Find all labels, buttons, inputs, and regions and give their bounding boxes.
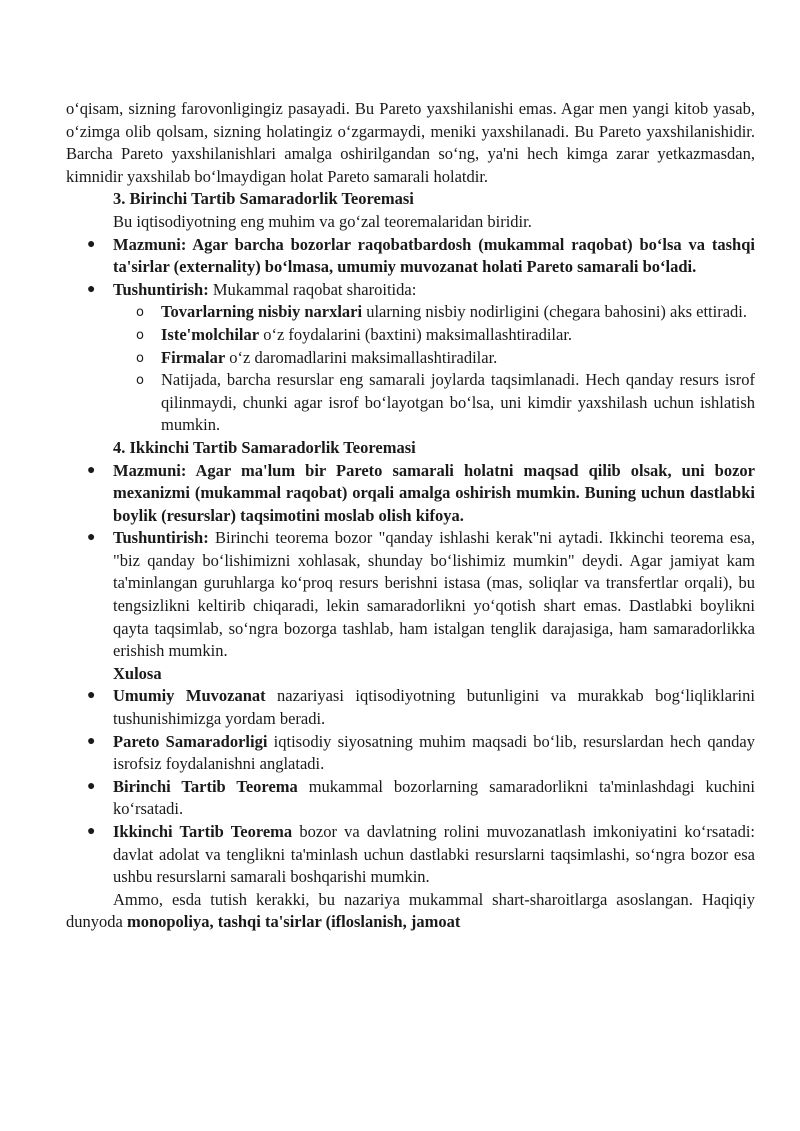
list-item [66, 234, 755, 279]
section-3-tushuntirish-text: Mukammal raqobat sharoitida: [208, 279, 417, 299]
list-item [66, 776, 755, 821]
bullet-icon: ● [87, 778, 96, 794]
intro-paragraph: o‘qisam, sizning farovonligingiz pasayadi. Bu Pareto yaxshilanishi emas. Agar men yangi kitob yasab, o‘zimga olib qolsam, sizning holatingiz o‘zgarmaydi, meniki yaxshilanadi. Bu Pareto yaxshilanishidir. Barcha Pareto yaxshilanishlari amalga oshirilgandan so‘ng, ya'ni hech kimga zarar yetkazmasdan, kimnidir yaxshilab bo‘lmaydigan holat Pareto samarali holatdir. [66, 99, 755, 186]
bullet-icon: ● [87, 236, 96, 252]
section-4-list [66, 460, 755, 663]
document-page [66, 98, 755, 934]
section-3-mazmuni: Mazmuni: Agar barcha bozorlar raqobatbardosh (mukammal raqobat) bo‘lsa va tashqi ta'sirlar (externality) bo‘lmasa, umumiy muvozanat holati Pareto samarali bo‘ladi. [113, 234, 755, 277]
sub-list-item [113, 301, 755, 324]
section-4-tushuntirish-label: Tushuntirish: [113, 528, 209, 548]
xulosa-item-bold: Ikkinchi Tartib Teorema [113, 822, 293, 841]
bullet-icon: ● [87, 281, 96, 297]
sub-item-text: Natijada, barcha resurslar eng samarali joylarda taqsimlanadi. Hech qanday resurs isrof qilinmaydi, chunki agar isrof bo‘layotgan bo‘lsa, uni kimdir yaxshilash uchun ishlatish mumkin. [161, 370, 755, 435]
section-3-sublist [113, 301, 755, 437]
section-4-mazmuni: Mazmuni: Agar ma'lum bir Pareto samarali holatni maqsad qilib olsak, uni bozor mexanizmi (mukammal raqobat) orqali amalga oshirish mumkin. Buning uchun dastlabki boylik (resurslar) taqsimotini moslab olish kifoya. [113, 460, 755, 525]
sub-list-item [113, 324, 755, 347]
sub-item-text: o‘z daromadlarini maksimallashtiradilar. [225, 347, 498, 367]
sub-item-text: o‘z foydalarini (baxtini) maksimallashtiradilar. [259, 324, 573, 344]
xulosa-item-bold: Birinchi Tartib Teorema [113, 776, 298, 796]
bullet-icon: ● [87, 824, 96, 839]
sub-item-text: ularning nisbiy nodirligini (chegara bahosini) aks ettiradi. [362, 302, 747, 322]
circle-bullet-icon: o [136, 373, 144, 389]
xulosa-list [66, 685, 755, 888]
section-3-heading: 3. Birinchi Tartib Samaradorlik Teoremasi [113, 189, 414, 209]
closing-paragraph [66, 889, 755, 934]
list-item [66, 527, 755, 663]
xulosa-heading: Xulosa [113, 663, 162, 683]
xulosa-item-text: mukammal bozorlarning samaradorlikni ta'minlashdagi kuchini ko‘rsatadi. [113, 776, 755, 819]
circle-bullet-icon: o [136, 305, 144, 321]
list-item [66, 731, 755, 776]
sub-item-bold: Tovarlarning nisbiy narxlari [161, 302, 363, 322]
xulosa-item-bold: Pareto Samaradorligi [113, 731, 268, 751]
xulosa-item-text: nazariyasi iqtisodiyotning butunligini va murakkab bog‘liqliklarini tushunishimizga yordam beradi. [113, 686, 755, 729]
section-3-lead: Bu iqtisodiyotning eng muhim va go‘zal teoremalaridan biridir. [113, 211, 532, 231]
sub-list-item [113, 347, 755, 370]
sub-item-bold: Firmalar [161, 347, 226, 367]
section-4-heading: 4. Ikkinchi Tartib Samaradorlik Teoremasi [113, 437, 416, 457]
bullet-icon: ● [87, 688, 96, 704]
circle-bullet-icon: o [136, 327, 144, 343]
bullet-icon: ● [87, 530, 96, 546]
bullet-icon: ● [87, 733, 96, 749]
list-item [66, 821, 755, 889]
list-item [66, 460, 755, 528]
circle-bullet-icon: o [136, 350, 144, 366]
section-3-list [66, 234, 755, 437]
section-4-tushuntirish-text: Birinchi teorema bozor "qanday ishlashi kerak"ni aytadi. Ikkinchi teorema esa, "biz qanday bo‘lishimizni xohlasak, shunday bo‘lishimiz mumkin" deydi. Agar jamiyat kam ta'minlangan guruhlarga ko‘proq resurs berishni istasa (mas, soliqlar va transfertlar orqali), bu tengsizlikni keltirib chiqaradi, lekin samaradorlikni yo‘qotish shart emas. Dastlabki boylikni qayta taqsimlab, so‘ngra bozorga tashlab, ham istalgan tenglik darajasiga, ham samaradorlikka erishish mumkin. [113, 528, 755, 661]
closing-bold: monopoliya, tashqi ta'sirlar (ifloslanish, jamoat [126, 912, 461, 932]
closing-text: Ammo, esda tutish kerakki, bu nazariya mukammal shart-sharoitlarga asoslangan. Haqiqiy dunyoda [66, 889, 755, 932]
list-item [66, 685, 755, 730]
list-item [66, 279, 755, 437]
sub-list-item [113, 369, 755, 437]
sub-item-bold: Iste'molchilar [161, 324, 260, 344]
section-3-tushuntirish-label: Tushuntirish: [113, 279, 209, 299]
bullet-icon: ● [87, 462, 96, 478]
xulosa-item-bold: Umumiy Muvozanat [113, 686, 266, 706]
xulosa-item-text: bozor va davlatning rolini muvozanatlash imkoniyatini ko‘rsatadi: davlat adolat va tenglikni ta'minlash uchun dastlabki resurslarni taqsimlashi, so‘ngra bozor esa ushbu resurslarni samarali boshqarishi mumkin. [113, 822, 755, 887]
xulosa-item-text: iqtisodiy siyosatning muhim maqsadi bo‘lib, resurslardan hech qanday isrofsiz foydalanishni anglatadi. [113, 731, 755, 774]
